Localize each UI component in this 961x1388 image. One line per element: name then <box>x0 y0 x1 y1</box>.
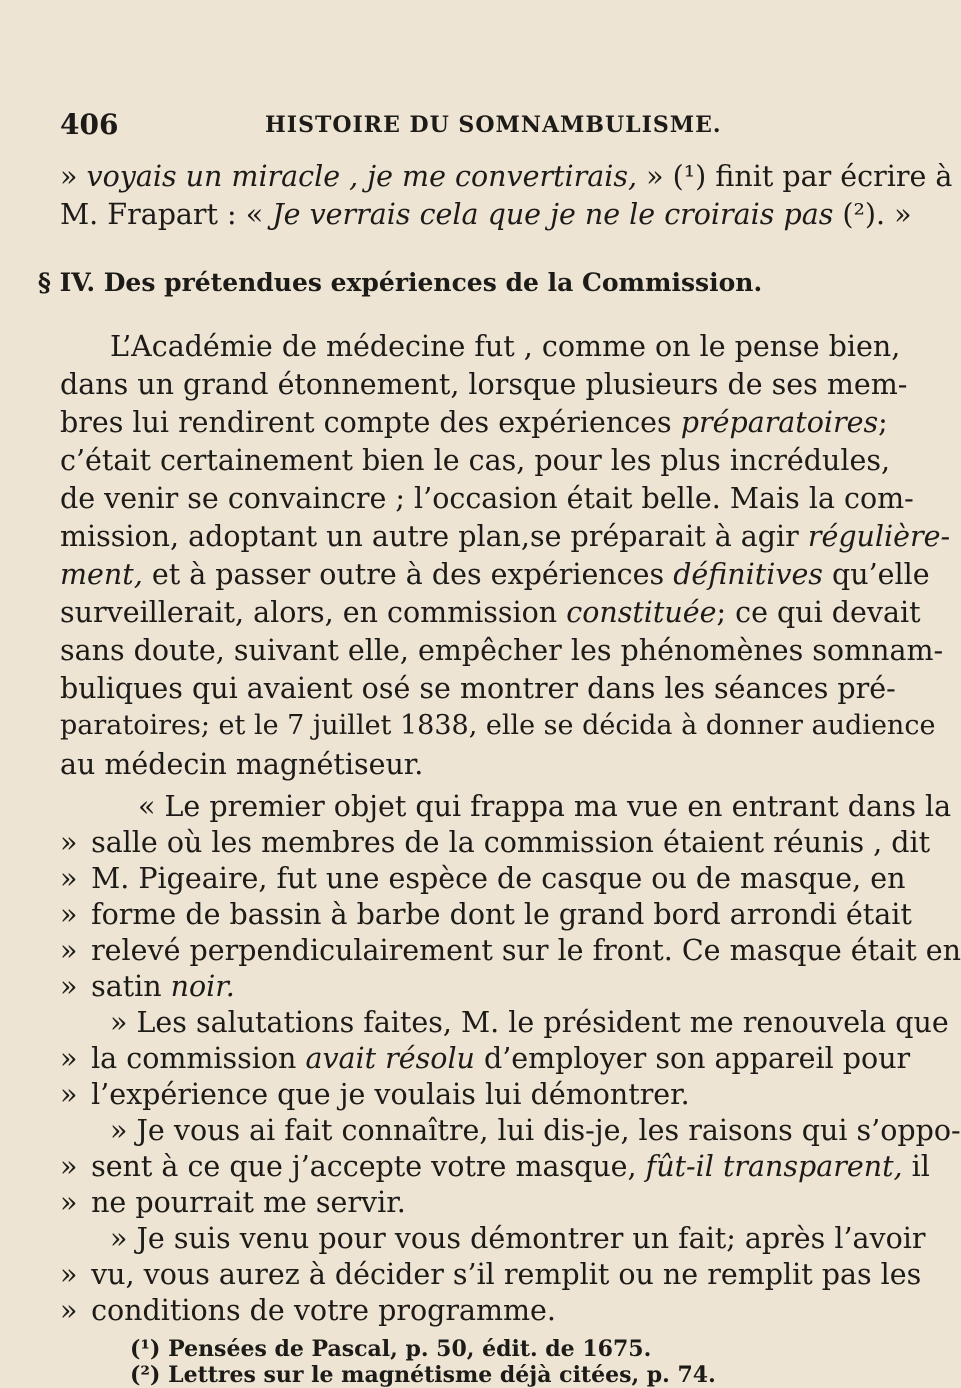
para-line: c’était certainement bien le cas, pour les plus incrédules, <box>60 444 891 477</box>
para-line: ment, et à passer outre à des expériences définitives qu’elle <box>60 558 930 591</box>
running-title: HISTOIRE DU SOMNAMBULISME. <box>265 112 722 138</box>
para-line: dans un grand étonnement, lorsque plusieurs de ses mem- <box>60 368 908 401</box>
quote-line: » forme de bassin à barbe dont le grand bord arrondi était <box>60 898 912 931</box>
page-number: 406 <box>60 108 119 141</box>
quote-line: » Je suis venu pour vous démontrer un fait; après l’avoir <box>110 1222 926 1255</box>
intro-line-2: M. Frapart : « Je verrais cela que je ne le croirais pas (²). » <box>60 198 912 231</box>
footnote-1: (¹) Pensées de Pascal, p. 50, édit. de 1675. <box>130 1336 652 1362</box>
section-title: § IV. Des prétendues expériences de la Commission. <box>37 268 763 297</box>
quote-line: « Le premier objet qui frappa ma vue en entrant dans la <box>138 790 952 823</box>
quote-line: » relevé perpendiculairement sur le front. Ce masque était en <box>60 934 961 967</box>
para-line: de venir se convaincre ; l’occasion était belle. Mais la com- <box>60 482 914 515</box>
quote-line: » satin noir. <box>60 970 235 1003</box>
para-line: au médecin magnétiseur. <box>60 748 424 781</box>
quote-line: » conditions de votre programme. <box>60 1294 556 1327</box>
intro-line-1: » voyais un miracle , je me convertirais, » (¹) finit par écrire à <box>60 160 953 193</box>
quote-line: » sent à ce que j’accepte votre masque, fût-il transparent, il <box>60 1150 930 1183</box>
para-line: bres lui rendirent compte des expériences préparatoires; <box>60 406 888 439</box>
para-line: buliques qui avaient osé se montrer dans les séances pré- <box>60 672 896 705</box>
para-line: paratoires; et le 7 juillet 1838, elle se décida à donner audience <box>60 710 936 741</box>
quote-line: » vu, vous aurez à décider s’il remplit ou ne remplit pas les <box>60 1258 922 1291</box>
para-line: L’Académie de médecine fut , comme on le pense bien, <box>110 330 901 363</box>
quote-line: » M. Pigeaire, fut une espèce de casque ou de masque, en <box>60 862 906 895</box>
para-line: mission, adoptant un autre plan,se préparait à agir régulière- <box>60 520 951 553</box>
quote-line: » Les salutations faites, M. le président me renouvela que <box>110 1006 949 1039</box>
footnote-2: (²) Lettres sur le magnétisme déjà citées, p. 74. <box>130 1362 716 1388</box>
page-header <box>60 108 760 148</box>
para-line: surveillerait, alors, en commission constituée; ce qui devait <box>60 596 921 629</box>
quote-line: » salle où les membres de la commission étaient réunis , dit <box>60 826 931 859</box>
quote-line: » ne pourrait me servir. <box>60 1186 406 1219</box>
para-line: sans doute, suivant elle, empêcher les phénomènes somnam- <box>60 634 944 667</box>
quote-line: » la commission avait résolu d’employer son appareil pour <box>60 1042 911 1075</box>
quote-line: » l’expérience que je voulais lui démontrer. <box>60 1078 690 1111</box>
quote-line: » Je vous ai fait connaître, lui dis-je, les raisons qui s’oppo- <box>110 1114 961 1147</box>
